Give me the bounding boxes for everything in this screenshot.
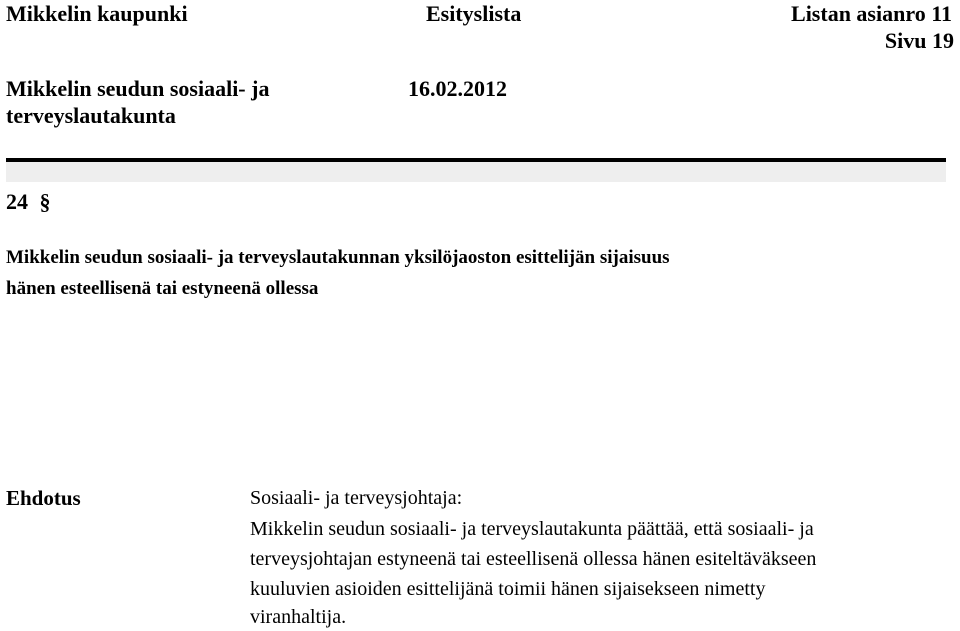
board-name-line1: Mikkelin seudun sosiaali- ja <box>6 76 270 101</box>
board-name-line2: terveyslautakunta <box>6 103 176 128</box>
proposal-presenter: Sosiaali- ja terveysjohtaja: <box>250 487 463 509</box>
list-item-number: Listan asianro 11 <box>791 1 952 26</box>
proposal-text-line: terveysjohtajan estyneenä tai esteellisenä ollessa hänen esiteltäväkseen <box>250 548 817 570</box>
section-number-value: 24 <box>6 189 28 214</box>
section-title-line2: hänen esteellisenä tai estyneenä ollessa <box>6 278 319 299</box>
proposal-text-line: kuuluvien asioiden esittelijänä toimii hänen sijaisekseen nimetty <box>250 578 766 600</box>
document-type: Esityslista <box>426 1 522 26</box>
header-divider-shade <box>6 162 946 182</box>
organization-name: Mikkelin kaupunki <box>6 1 188 26</box>
proposal-label: Ehdotus <box>6 486 81 510</box>
section-sign: § <box>39 189 51 214</box>
proposal-text-line: viranhaltija. <box>250 606 347 628</box>
section-title-line1: Mikkelin seudun sosiaali- ja terveyslautakunnan yksilöjaoston esittelijän sijaisuus <box>6 247 670 268</box>
meeting-date: 16.02.2012 <box>408 76 507 101</box>
proposal-text-line: Mikkelin seudun sosiaali- ja terveyslautakunta päättää, että sosiaali- ja <box>250 518 814 540</box>
section-number <box>6 190 51 214</box>
page-number: Sivu 19 <box>884 28 954 53</box>
